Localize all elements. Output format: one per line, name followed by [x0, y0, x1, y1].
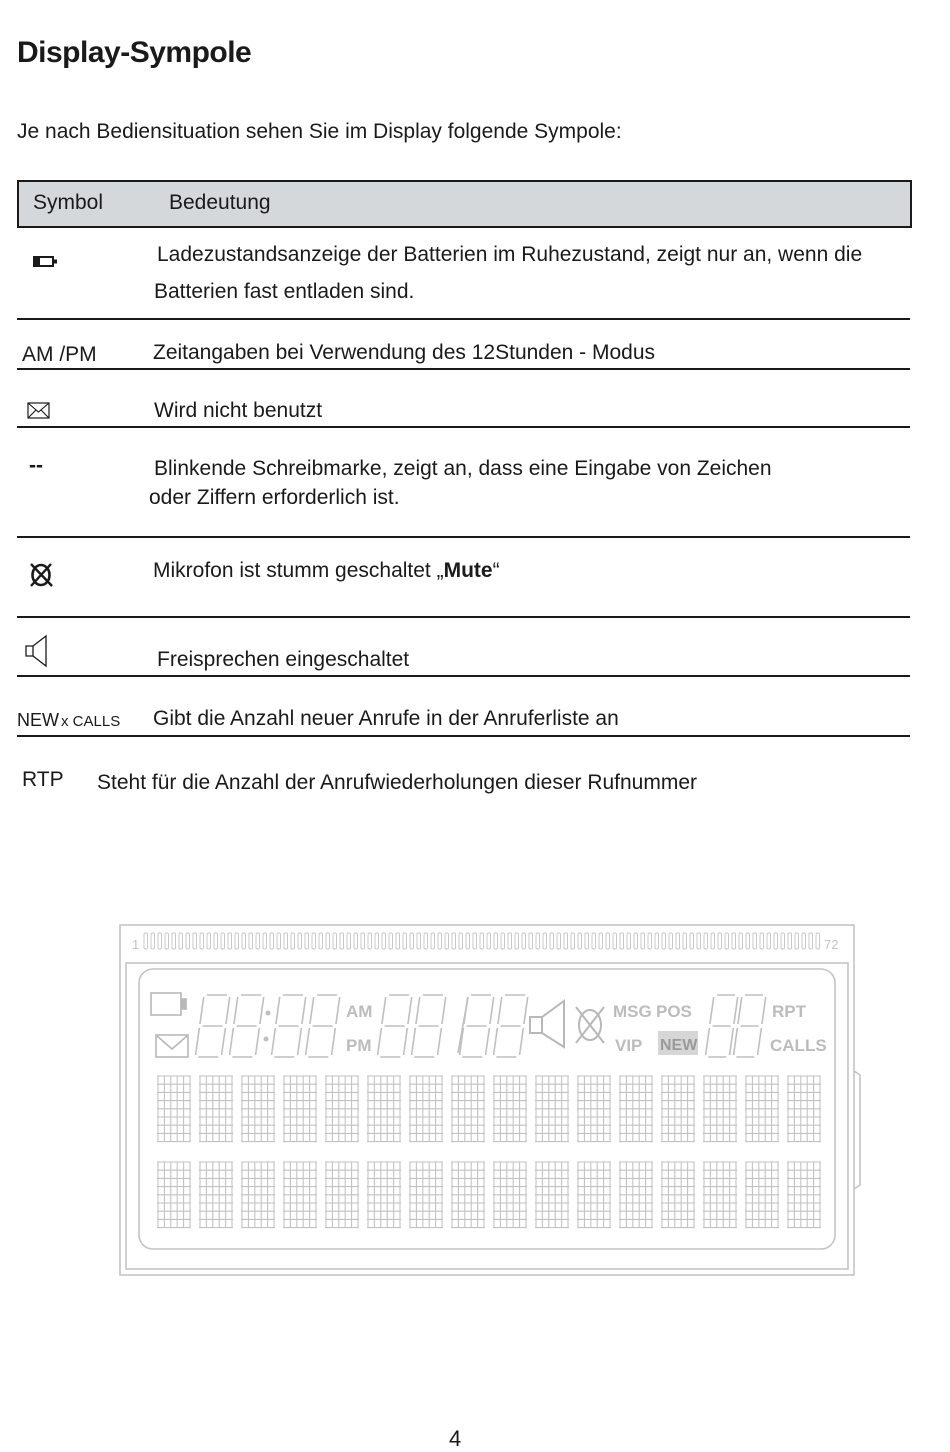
page-title: Display-Sympole — [17, 36, 252, 69]
lcd-battery-icon — [151, 993, 181, 1015]
lcd-new-label: NEW — [660, 1037, 698, 1054]
lcd-envelope-icon — [156, 1035, 188, 1057]
lcd-connector-pins — [144, 933, 820, 949]
lcd-msg-label: MSG — [613, 1002, 652, 1021]
row-symbol: AM /PM — [22, 343, 97, 366]
lcd-pm-label: PM — [346, 1036, 372, 1055]
row-symbol: RTP — [22, 768, 64, 791]
intro-text: Je nach Bediensituation sehen Sie im Display folgende Sympole: — [17, 120, 622, 143]
lcd-vip-label: VIP — [615, 1036, 643, 1055]
lcd-display-diagram — [118, 923, 862, 1283]
header-meaning: Bedeutung — [169, 191, 271, 214]
row-text: Batterien fast entladen sind. — [154, 280, 415, 303]
lcd-rpt-label: RPT — [772, 1002, 806, 1021]
cursor-symbol: -- — [29, 454, 43, 477]
lcd-dot-matrix-characters — [157, 1076, 821, 1228]
battery-icon — [33, 255, 59, 269]
lcd-pos-label: POS — [656, 1002, 692, 1021]
row-text: Wird nicht benutzt — [154, 399, 323, 422]
envelope-icon — [27, 402, 51, 419]
row-text: oder Ziffern erforderlich ist. — [149, 486, 400, 509]
new-calls-symbol: NEW x CALLS — [17, 710, 121, 730]
row-text: Zeitangaben bei Verwendung des 12Stunden - Modus — [153, 341, 656, 364]
lcd-pin-right: 72 — [824, 937, 839, 952]
lcd-am-label: AM — [346, 1002, 373, 1021]
lcd-mute-icon — [576, 1007, 604, 1043]
row-text: Mikrofon ist stumm geschaltet „Mute“ — [153, 559, 500, 582]
speaker-icon — [24, 634, 50, 668]
row-text: Blinkende Schreibmarke, zeigt an, dass eine Eingabe von Zeichen — [154, 457, 772, 480]
mute-label: Mute — [443, 559, 493, 582]
row-text: Steht für die Anzahl der Anrufwiederholungen dieser Rufnummer — [97, 771, 698, 794]
lcd-pin-left: 1 — [132, 937, 140, 952]
row-text: Freisprechen eingeschaltet — [157, 648, 410, 671]
lcd-calls-label: CALLS — [770, 1036, 827, 1055]
row-text: Gibt die Anzahl neuer Anrufe in der Anruferliste an — [153, 707, 619, 730]
lcd-speaker-icon — [530, 1001, 564, 1047]
header-symbol: Symbol — [33, 191, 104, 214]
row-text: Ladezustandsanzeige der Batterien im Ruhezustand, zeigt nur an, wenn die — [157, 243, 863, 266]
page-number: 4 — [449, 1426, 462, 1451]
mute-microphone-icon — [29, 560, 55, 588]
table-header — [17, 180, 912, 228]
